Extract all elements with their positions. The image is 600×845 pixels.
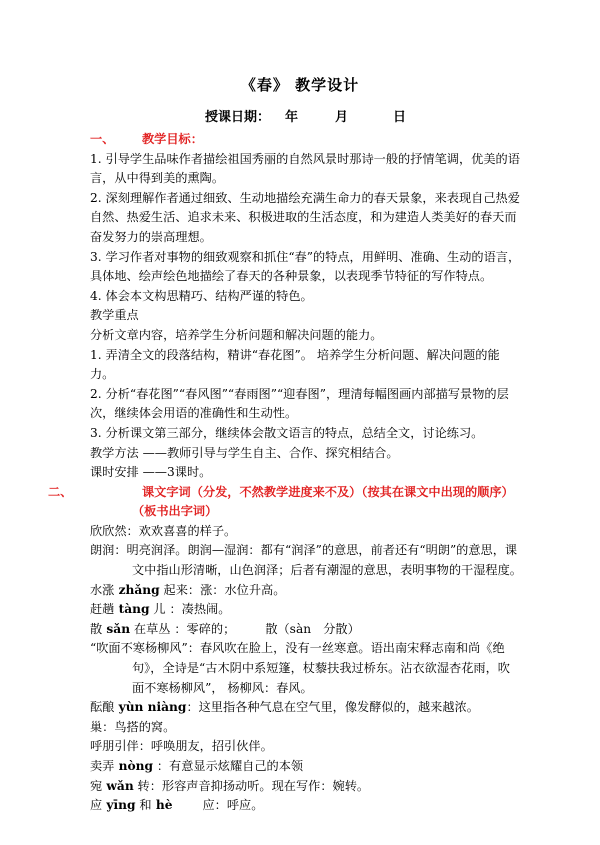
vocab-entry: 呼朋引伴：呼唤朋友，招引伙伴。 [90, 739, 273, 754]
vocab-entry: 水涨 zhǎng 起来：涨：水位升高。 [90, 582, 286, 597]
vocab-entry: 赶趟 tàng 儿 ：凑热闹。 [90, 602, 231, 617]
teaching-date-line [205, 106, 406, 125]
key-points-intro: 分析文章内容，培养学生分析问题和解决问题的能力。 [90, 327, 383, 342]
vocab-entry: 应 yīng 和 hè 应：呼应。 [90, 798, 264, 813]
vocab-entry: 欣欣然：欢欢喜喜的样子。 [90, 523, 237, 538]
vocab-entry: 朗润：明亮润泽。朗润—湿润：都有“润泽”的意思，前者还有“明朗”的意思，课文中指山形清晰，山色润泽；后者有潮湿的意思，表明事物的干湿程度。 [90, 543, 522, 578]
key-point-item: 1. 弄清全文的段落结构，精讲“春花图”。 培养学生分析问题、解决问题的能力。 [90, 347, 500, 382]
vocab-entry: 卖弄 nòng ：有意显示炫耀自己的本领 [90, 759, 304, 773]
date-month: 月 [335, 110, 349, 125]
key-points-label: 教学重点 [90, 308, 139, 323]
objective-item: 3. 学习作者对事物的细致观察和抓住“春”的特点，用鲜明、准确、生动的语言，具体地、绘声绘色地描绘了春天的各种景象，以表现季节特征的写作特点。 [90, 249, 521, 284]
document-body [48, 130, 522, 816]
teaching-method: 教学方法 ——教师引导与学生自主、合作、探究相结合。 [90, 445, 399, 460]
class-schedule: 课时安排 ——3课时。 [90, 465, 212, 480]
vocab-entry: 宛 wǎn 转：形容声音抑扬动听。现在写作：婉转。 [90, 778, 370, 793]
date-year: 年 [285, 110, 299, 125]
key-point-item: 2. 分析“春花图”“春风图”“春雨图”“迎春图”，理清每幅图画内部描写景物的层次，继续体会用语的准确性和生动性。 [90, 386, 509, 421]
objective-item: 4. 体会本文构思精巧、结构严谨的特色。 [90, 288, 313, 303]
date-day: 日 [393, 110, 407, 125]
section-heading-objectives: 一、 教学目标： [90, 132, 203, 146]
vocab-entry: “吹面不寒杨柳风”：春风吹在脸上，没有一丝寒意。语出南宋释志南和尚《绝句》，全诗是“古木阴中系短篷，杖藜扶我过桥东。沾衣欲湿杏花雨，吹面不寒杨柳风”， 杨柳风：春风。 [90, 641, 510, 695]
document-title: 《春》 教学设计 [240, 76, 360, 94]
vocab-entry: 酝酿 yùn niàng：这里指各种气息在空气里，像发酵似的，越来越浓。 [90, 700, 479, 715]
objective-item: 1. 引导学生品味作者描绘祖国秀丽的自然风景时那诗一般的抒情笔调，优美的语言，从中得到美的熏陶。 [90, 151, 520, 186]
vocab-entry: 散 sǎn 在草丛 ：零碎的； 散（sàn 分散） [90, 621, 360, 636]
vocab-entry: 巢：鸟搭的窝。 [90, 719, 176, 734]
objective-item: 2. 深刻理解作者通过细致、生动地描绘充满生命力的春天景象，来表现自己热爱自然、热爱生活、追求未来、积极进取的生活态度，和为建造人类美好的春天而奋发努力的崇高理想。 [90, 190, 520, 244]
section-heading-vocabulary: 二、 课文字词（分发，不然教学进度来不及）（按其在课文中出现的顺序）（板书出字词） [48, 484, 514, 519]
key-point-item: 3. 分析课文第三部分，继续体会散文语言的特点，总结全文，讨论练习。 [90, 425, 484, 440]
date-label: 授课日期： [205, 110, 271, 125]
